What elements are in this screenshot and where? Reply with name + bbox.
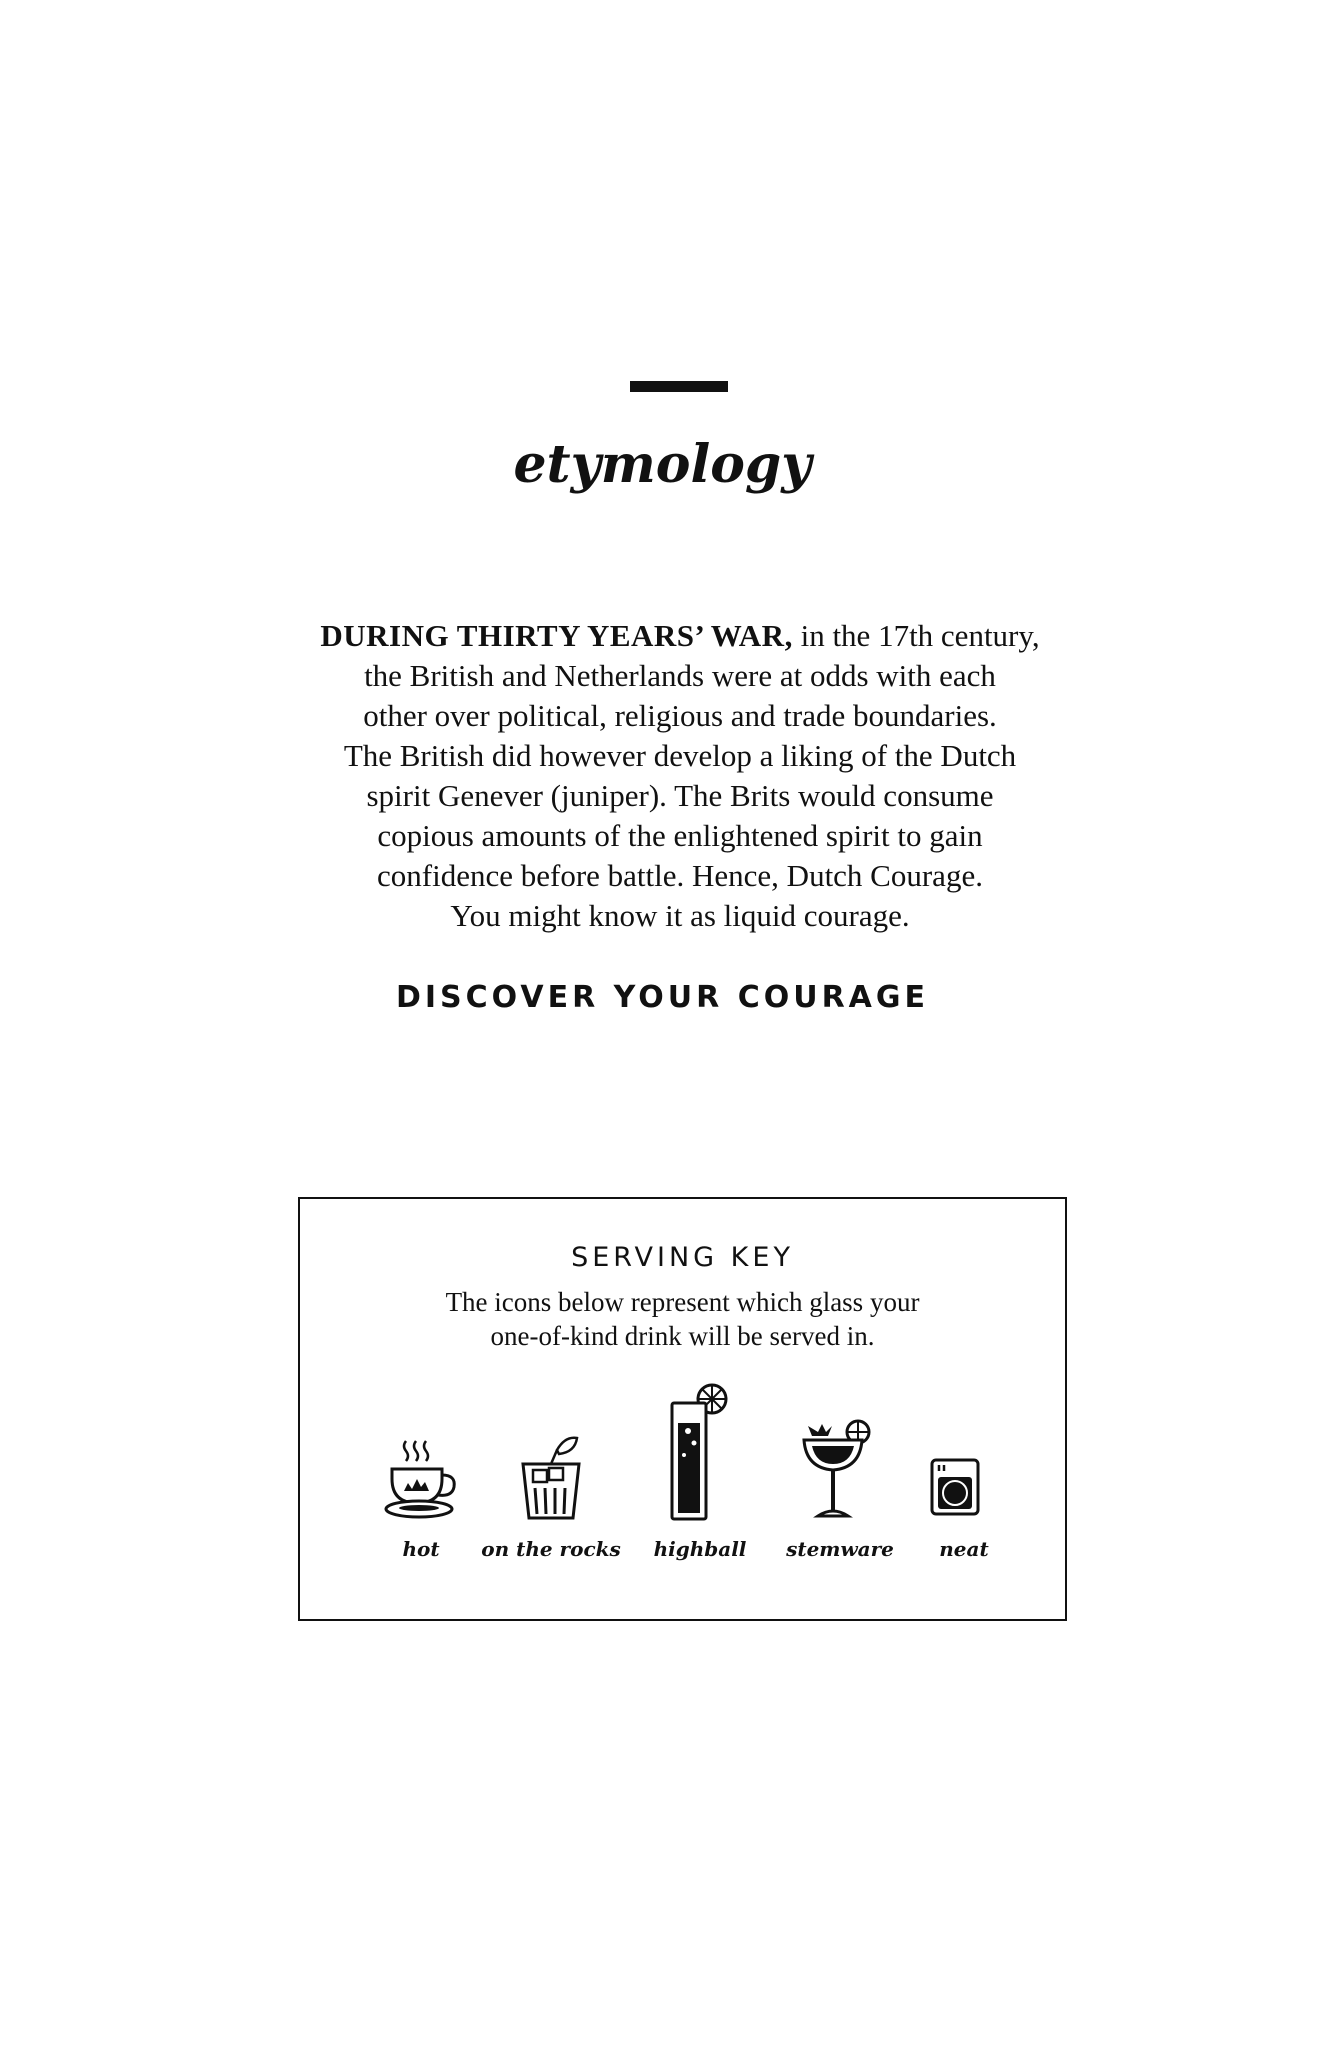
- paragraph-line: You might know it as liquid courage.: [450, 898, 910, 933]
- paragraph-line: [270, 616, 1090, 656]
- paragraph-line: other over political, religious and trade boundaries.: [363, 698, 997, 733]
- serving-key-description: [300, 1285, 1065, 1353]
- paragraph-line: The British did however develop a liking of the Dutch: [343, 738, 1017, 773]
- paragraph-line: copious amounts of the enlightened spirit to gain: [377, 818, 983, 853]
- hot-teacup-icon: [384, 1437, 460, 1521]
- paragraph-line-rest: in the 17th century,: [792, 618, 1040, 653]
- neat-glass-icon: [929, 1457, 983, 1519]
- stemware-glass-icon: [800, 1414, 876, 1524]
- paragraph-lead: DURING THIRTY YEARS’ WAR,: [320, 618, 793, 653]
- heading-rule: [630, 381, 728, 392]
- etymology-paragraph: [270, 616, 1090, 936]
- label-on-the-rocks: on the rocks: [481, 1537, 621, 1561]
- highball-glass-icon: [668, 1383, 730, 1523]
- description-line: The icons below represent which glass your: [445, 1287, 920, 1317]
- description-line: one-of-kind drink will be served in.: [490, 1321, 875, 1351]
- discover-courage-heading: DISCOVER YOUR COURAGE: [395, 980, 930, 1015]
- serving-key-title: SERVING KEY: [571, 1242, 794, 1273]
- serving-key-box: [298, 1197, 1067, 1621]
- paragraph-line: confidence before battle. Hence, Dutch Courage.: [377, 858, 983, 893]
- paragraph-line: the British and Netherlands were at odds with each: [364, 658, 996, 693]
- label-highball: highball: [653, 1537, 747, 1561]
- label-neat: neat: [939, 1537, 989, 1561]
- rocks-glass-icon: [519, 1436, 585, 1522]
- label-stemware: stemware: [786, 1537, 894, 1561]
- label-hot: hot: [402, 1537, 440, 1561]
- page-heading: etymology: [513, 434, 812, 495]
- paragraph-line: spirit Genever (juniper). The Brits would consume: [366, 778, 994, 813]
